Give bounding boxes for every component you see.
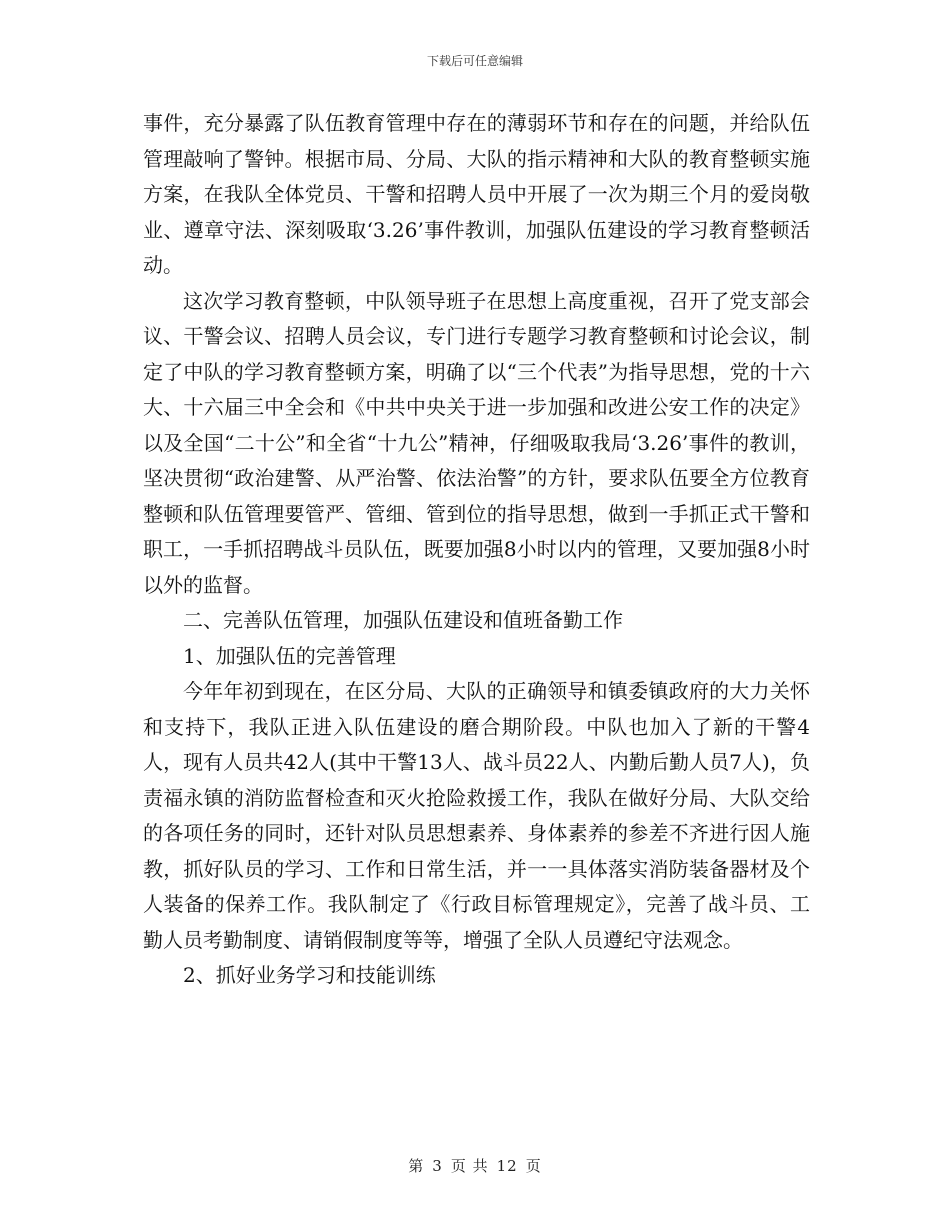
section-heading-2: 二、完善队伍管理，加强队伍建设和值班备勤工作 [183,608,623,632]
paragraph-continuation: 事件，充分暴露了队伍教育管理中存在的薄弱环节和存在的问题，并给队伍管理敲响了警钟。根据市局、分局、大队的指示精神和大队的教育整顿实施方案，在我队全体党员、干警和招聘人员中开展了一次为期三个月的爱岗敬业、遵章守法、深刻吸取‘3.26’事件教训，加强队伍建设的学习教育整顿活动。 [143,111,810,277]
subsection-heading-1: 1、加强队伍的完善管理 [183,643,396,668]
footer-prefix: 第 [408,1157,425,1175]
footer-suffix: 页 [525,1157,542,1175]
footer-page-number: 3 [432,1157,443,1175]
footer-middle: 页 共 [450,1157,489,1175]
page-footer [0,1155,950,1176]
document-body [143,106,810,994]
page-header: 下载后可任意编辑 [426,54,523,68]
paragraph-team-management: 今年年初到现在，在区分局、大队的正确领导和镇委镇政府的大力关怀和支持下，我队正进入队伍建设的磨合期阶段。中队也加入了新的干警4人，现有人员共42人(其中干警13人、战斗员22人、内勤后勤人员7人)，负责福永镇的消防监督检查和灭火抢险救援工作，我队在做好分局、大队交给的各项任务的同时，还针对队员思想素养、身体素养的参差不齐进行因人施教，抓好队员的学习、工作和日常生活，并一一具体落实消防装备器材及个人装备的保养工作。我队制定了《行政目标管理规定》，完善了战斗员、工勤人员考勤制度、请销假制度等等，增强了全队人员遵纪守法观念。 [143,679,810,952]
paragraph-rectification: 这次学习教育整顿，中队领导班子在思想上高度重视，召开了党支部会议、干警会议、招聘人员会议，专门进行专题学习教育整顿和讨论会议，制定了中队的学习教育整顿方案，明确了以“三个代表”为指导思想，党的十六大、十六届三中全会和《中共中央关于进一步加强和改进公安工作的决定》以及全国“二十公”和全省“十九公”精神，仔细吸取我局‘3.26’事件的教训，坚决贯彻“政治建警、从严治警、依法治警”的方针，要求队伍要全方位教育整顿和队伍管理要管严、管细、管到位的指导思想，做到一手抓正式干警和职工，一手抓招聘战斗员队伍，既要加强8小时以内的管理，又要加强8小时以外的监督。 [143,288,810,597]
subsection-heading-2: 2、抓好业务学习和技能训练 [183,963,436,987]
footer-total-pages: 12 [496,1157,518,1175]
